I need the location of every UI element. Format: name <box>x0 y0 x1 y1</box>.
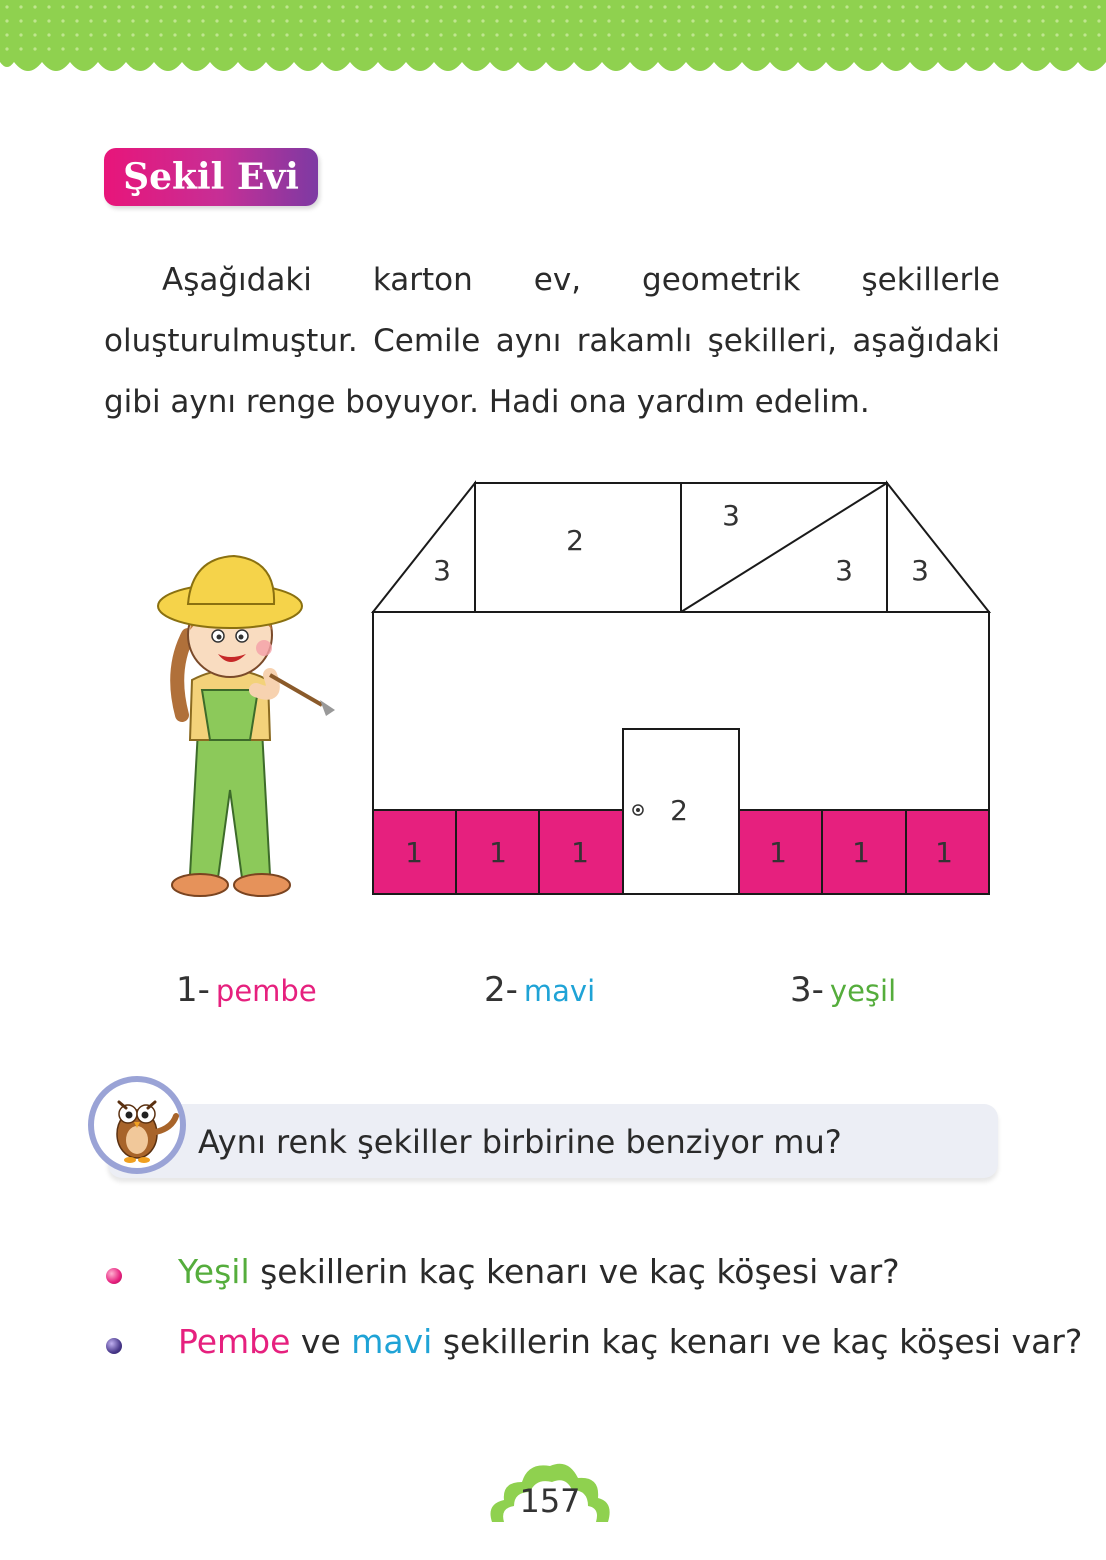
word-ve: ve <box>290 1322 352 1361</box>
legend-number: 2- <box>484 970 518 1010</box>
label-square-6: 1 <box>935 836 953 869</box>
legend-label-pembe: pembe <box>215 974 317 1008</box>
word-pembe: Pembe <box>178 1322 291 1361</box>
legend-item-3 <box>790 970 896 1020</box>
legend-number: 3- <box>790 970 824 1010</box>
question-text: Aynı renk şekiller birbirine benziyor mu? <box>198 1123 842 1161</box>
bullet-question-1 <box>178 1247 900 1297</box>
word-mavi: mavi <box>351 1322 433 1361</box>
girl-illustration <box>130 540 340 910</box>
label-upper-triangle: 3 <box>722 499 740 532</box>
legend-label-mavi: mavi <box>523 974 596 1008</box>
legend-label-yesil: yeşil <box>829 974 897 1008</box>
shape-house-diagram <box>360 470 1000 910</box>
roof-left-triangle <box>373 483 475 612</box>
label-right-triangle: 3 <box>911 554 929 587</box>
owl-icon <box>88 1076 186 1174</box>
label-door: 2 <box>670 794 688 827</box>
question-2-rest: şekillerin kaç kenarı ve kaç köşesi var? <box>432 1322 1083 1361</box>
label-square-1: 1 <box>405 836 423 869</box>
label-square-3: 1 <box>571 836 589 869</box>
cloud-icon <box>484 1452 614 1532</box>
label-top-rectangle: 2 <box>566 524 584 557</box>
label-square-5: 1 <box>852 836 870 869</box>
roof-right-triangle <box>887 483 989 612</box>
bullet-purple <box>106 1338 122 1354</box>
label-square-2: 1 <box>489 836 507 869</box>
label-left-triangle: 3 <box>433 554 451 587</box>
bullet-pink <box>106 1268 122 1284</box>
legend-item-2 <box>484 970 595 1020</box>
legend-number: 1- <box>176 970 210 1010</box>
top-decorative-band <box>0 0 1106 90</box>
bullet-question-2 <box>178 1317 1082 1367</box>
intro-paragraph: Aşağıdaki karton ev, geometrik şekillerle oluşturulmuştur. Cemile aynı rakamlı şekilleri, aşağıdaki gibi aynı renge boyuyor. Hadi ona yardım edelim. <box>104 262 1000 420</box>
label-lower-triangle: 3 <box>835 554 853 587</box>
question-1-rest: şekillerin kaç kenarı ve kaç köşesi var? <box>249 1252 900 1291</box>
word-yesil: Yeşil <box>178 1252 250 1291</box>
label-square-4: 1 <box>769 836 787 869</box>
legend-item-1 <box>176 970 317 1020</box>
section-title: Şekil Evi <box>104 148 318 206</box>
page-number: 157 <box>519 1482 581 1520</box>
